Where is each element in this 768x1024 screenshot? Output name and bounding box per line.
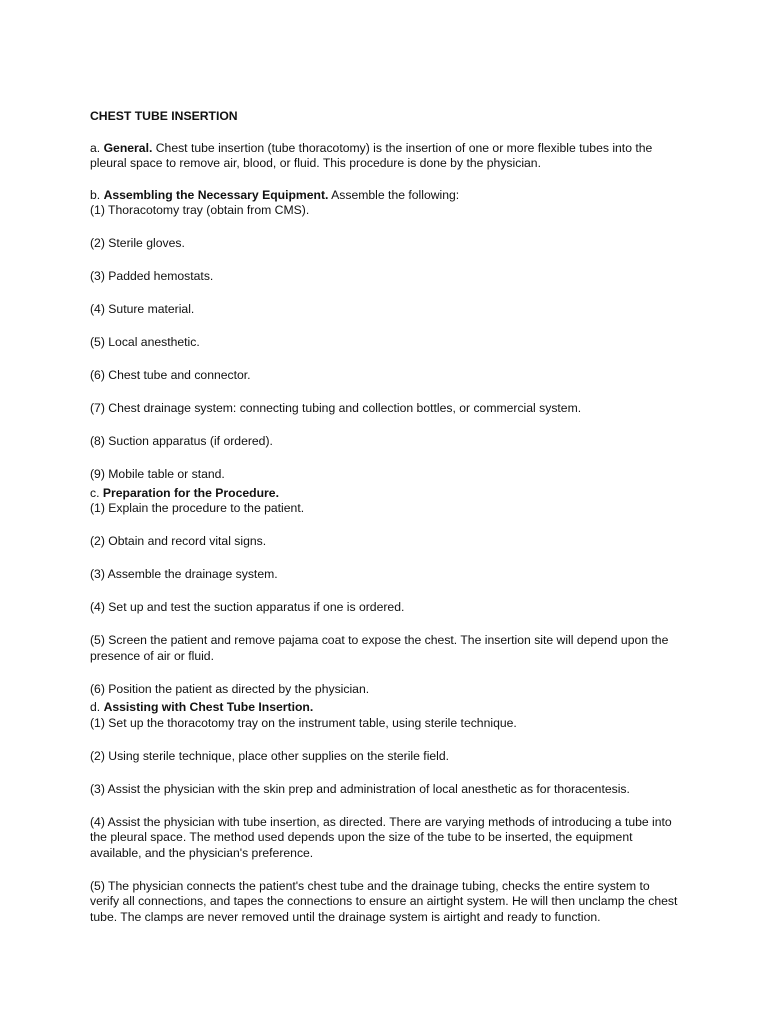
list-item: (2) Obtain and record vital signs. <box>90 534 267 548</box>
section-assisting <box>90 700 680 716</box>
section-prefix: d. <box>90 700 101 714</box>
section-heading: Assisting with Chest Tube Insertion. <box>103 700 314 714</box>
list-item: (4) Set up and test the suction apparatus if one is ordered. <box>90 600 405 614</box>
list-item: (3) Assist the physician with the skin prep and administration of local anesthetic as for thoracentesis. <box>90 781 630 796</box>
list-item: (5) Local anesthetic. <box>90 335 200 349</box>
list-item: (2) Using sterile technique, place other supplies on the sterile field. <box>90 748 450 763</box>
document-title: CHEST TUBE INSERTION <box>90 109 238 123</box>
section-general <box>90 141 680 172</box>
section-text: Chest tube insertion (tube thoracotomy) is the insertion of one or more flexible tubes into the pleural space to remove air, blood, or fluid. This procedure is done by the physician. <box>90 140 653 170</box>
section-prefix: a. <box>90 140 101 155</box>
list-item: (2) Sterile gloves. <box>90 236 185 250</box>
section-text: Assemble the following: <box>331 187 460 202</box>
list-item: (9) Mobile table or stand. <box>90 467 225 481</box>
section-heading: General. <box>103 140 153 155</box>
list-item: (1) Thoracotomy tray (obtain from CMS). <box>90 203 310 217</box>
list-item: (4) Assist the physician with tube insertion, as directed. There are varying methods of introducing a tube into the pleural space. The method used depends upon the size of the tube to be inserted, the equipment available, and the physician's preference. <box>90 814 672 860</box>
section-heading: Preparation for the Procedure. <box>102 485 279 500</box>
list-item: (6) Position the patient as directed by the physician. <box>90 681 370 696</box>
list-item: (5) The physician connects the patient's chest tube and the drainage tubing, checks the entire system to verify all connections, and tapes the connections to ensure an airtight system. He will then unclamp the chest tube. The clamps are never removed until the drainage system is airtight and ready to function. <box>90 878 678 924</box>
list-item: (1) Explain the procedure to the patient. <box>90 501 305 515</box>
document-page <box>90 109 680 925</box>
section-heading: Assembling the Necessary Equipment. <box>103 187 329 202</box>
list-item: (4) Suture material. <box>90 302 195 316</box>
section-preparation <box>90 486 680 502</box>
list-item: (3) Padded hemostats. <box>90 269 214 283</box>
list-item: (6) Chest tube and connector. <box>90 368 251 382</box>
list-item: (5) Screen the patient and remove pajama coat to expose the chest. The insertion site will depend upon the presence of air or fluid. <box>90 633 669 663</box>
list-item: (1) Set up the thoracotomy tray on the instrument table, using sterile technique. <box>90 715 517 730</box>
list-item: (8) Suction apparatus (if ordered). <box>90 434 273 448</box>
list-item: (3) Assemble the drainage system. <box>90 567 278 581</box>
section-prefix: b. <box>90 187 101 202</box>
section-prefix: c. <box>90 485 100 500</box>
list-item: (7) Chest drainage system: connecting tubing and collection bottles, or commercial system. <box>90 401 582 415</box>
section-equipment <box>90 188 680 204</box>
